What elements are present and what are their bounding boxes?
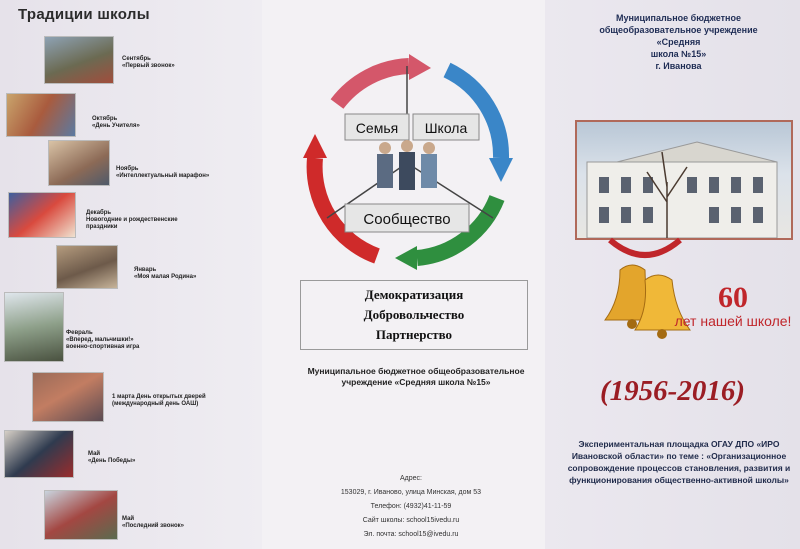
event-photo <box>44 36 114 84</box>
diagram-school: Школа <box>424 120 468 136</box>
arrow-head-top <box>409 54 431 80</box>
contacts-block <box>280 472 542 542</box>
address-label: Адрес: <box>400 475 422 482</box>
event-photo <box>8 192 76 238</box>
event-caption: Февраль «Вперед, мальчишки!» военно-спортивная игра <box>66 330 140 350</box>
org-line: «Средняя <box>656 37 701 47</box>
anniversary-number: 60 <box>718 281 748 314</box>
cycle-arrow-top <box>337 66 409 104</box>
event-photo <box>48 140 110 186</box>
event-photo <box>4 292 64 362</box>
value-democratization: Демократизация <box>364 287 464 302</box>
org-line: Муниципальное бюджетное <box>615 13 741 23</box>
address: 153029, г. Иваново, улица Минская, дом 53 <box>340 489 482 496</box>
school-title <box>557 12 800 72</box>
event-caption: 1 марта День открытых дверей (международный день ОАШ) <box>112 394 206 407</box>
experimental-site: Экспериментальная площадка ОГАУ ДПО «ИРО Ивановской области» по теме : «Организационное сопровождение процессов становления, развития и функционирования общественно-активной школы» <box>567 439 791 485</box>
event-photo <box>32 372 104 422</box>
arrow-head-bottom <box>395 246 417 270</box>
org-line: школа №15» <box>650 49 707 59</box>
traditions-title: Традиции школы <box>18 6 150 23</box>
years-range: (1956-2016) <box>600 375 745 407</box>
event-photo <box>44 490 118 540</box>
traditions-panel <box>0 0 262 549</box>
event-caption: Декабрь Новогодние и рождественские праздники <box>86 210 178 230</box>
anniversary-caption: лет нашей школе! <box>674 313 792 329</box>
event-caption: Май «День Победы» <box>88 451 136 464</box>
diagram-community: Сообщество <box>363 211 451 228</box>
org-line: г. Иванова <box>655 61 702 71</box>
cover-panel <box>545 0 800 549</box>
event-caption: Ноябрь «Интеллектуальный марафон» <box>116 166 210 179</box>
arrow-head-right <box>489 158 513 182</box>
event-caption: Октябрь «День Учителя» <box>92 116 140 129</box>
values-box <box>300 280 528 350</box>
school-name: Муниципальное бюджетное общеобразовательное учреждение «Средняя школа №15» <box>307 366 525 387</box>
event-photo <box>6 93 76 137</box>
phone: Телефон: (4932)41-11-59 <box>370 503 452 510</box>
value-partnership: Партнерство <box>375 327 453 342</box>
value-volunteering: Добровольчество <box>363 307 465 322</box>
anniversary-text <box>673 283 793 330</box>
school-building-photo <box>575 120 793 240</box>
website: Сайт школы: school15ivedu.ru <box>362 517 460 524</box>
center-panel <box>262 0 545 549</box>
event-caption: Январь «Моя малая Родина» <box>134 267 197 280</box>
event-photo <box>56 245 118 289</box>
arrow-head-left <box>303 134 327 158</box>
diagram-family: Семья <box>355 120 399 136</box>
people-illustration <box>377 140 437 190</box>
cycle-diagram <box>297 48 517 278</box>
event-photo <box>4 430 74 478</box>
event-caption: Май «Последний звонок» <box>122 516 185 529</box>
email: Эл. почта: school15@ivedu.ru <box>363 531 459 538</box>
event-caption: Сентябрь «Первый звонок» <box>122 56 175 69</box>
org-line: общеобразовательное учреждение <box>599 25 758 35</box>
